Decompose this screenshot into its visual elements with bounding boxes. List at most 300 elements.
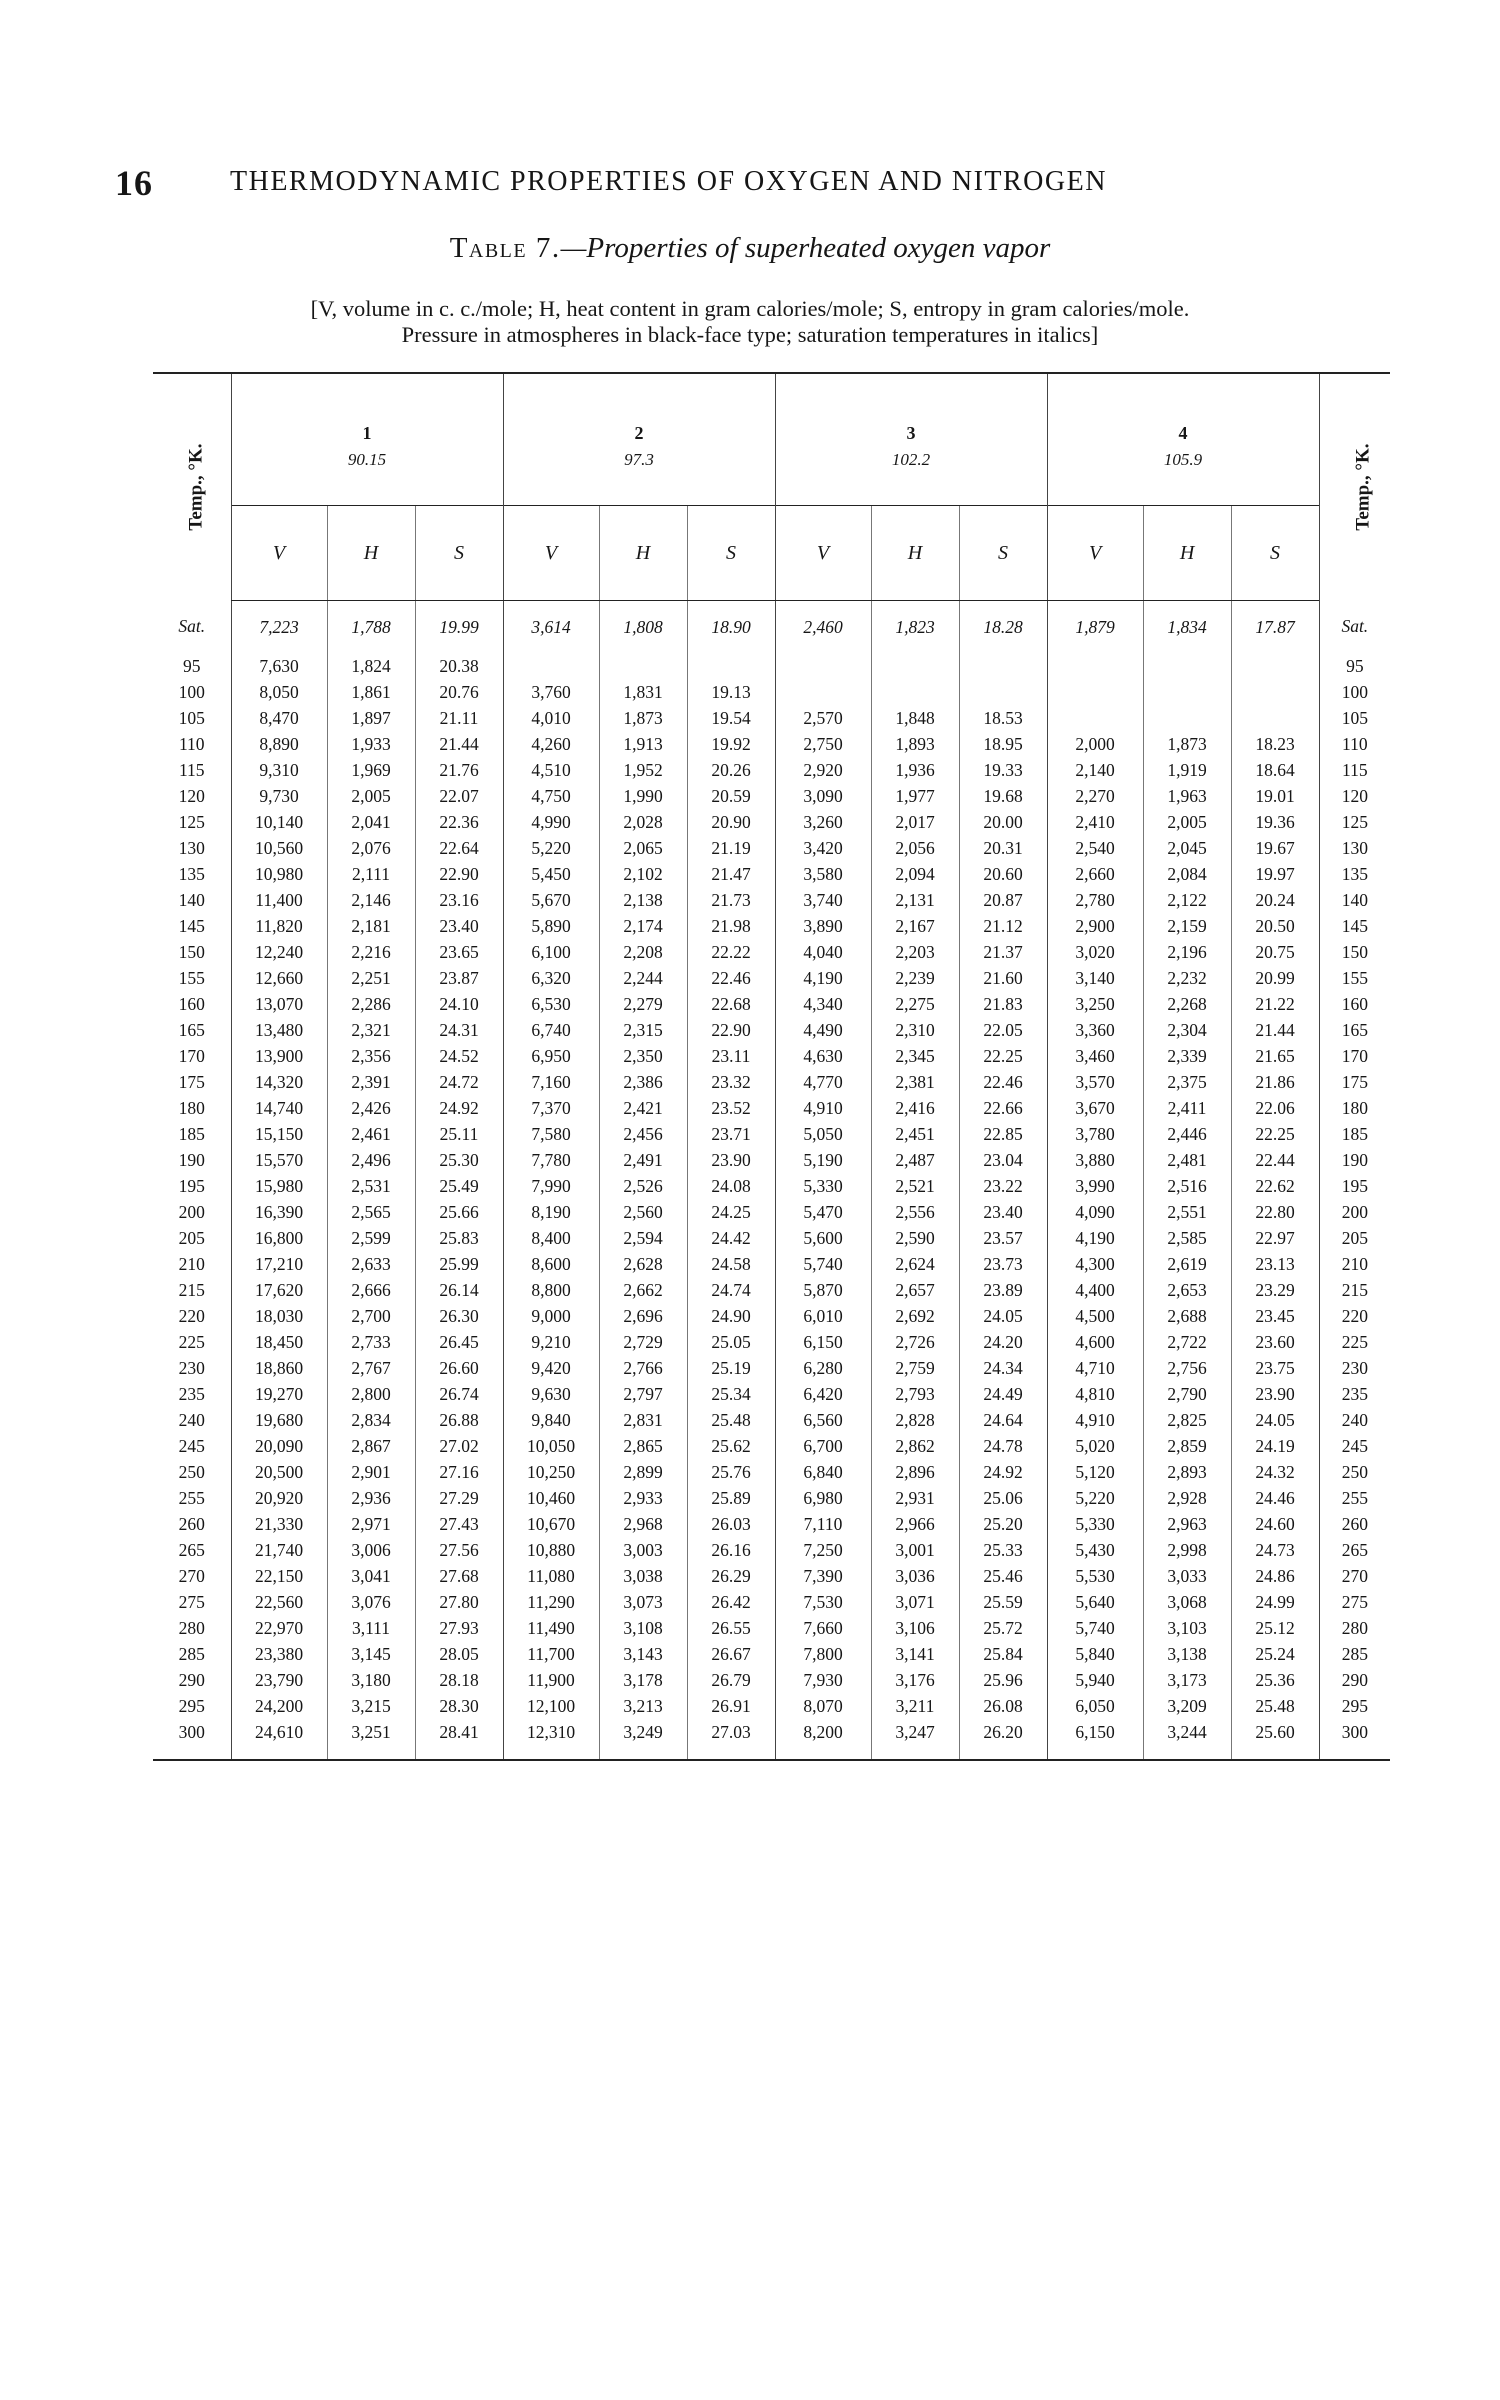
value-cell: 6,560 [775,1407,871,1433]
value-cell: 20.24 [1231,887,1319,913]
temp-cell: 125 [1319,809,1390,835]
table-row [153,1719,1390,1760]
temp-cell: 135 [1319,861,1390,887]
value-cell: 2,041 [327,809,415,835]
temp-cell: 135 [178,864,205,884]
value-cell: 25.30 [415,1147,503,1173]
value-cell: 2,936 [327,1485,415,1511]
value-cell: 2,416 [871,1095,959,1121]
temp-cell: 165 [1319,1017,1390,1043]
value-cell: 2,045 [1143,835,1231,861]
value-cell: 2,766 [599,1355,687,1381]
value-cell: 26.55 [687,1615,775,1641]
value-cell: 3,211 [871,1693,959,1719]
value-cell: 5,740 [1047,1615,1143,1641]
value-cell: 2,268 [1143,991,1231,1017]
value-cell: 2,345 [871,1043,959,1069]
value-cell: 10,670 [503,1511,599,1537]
value-cell: 3,180 [327,1667,415,1693]
table-row [153,1511,1390,1537]
value-cell: 24.05 [959,1303,1047,1329]
value-cell: 3,580 [775,861,871,887]
value-cell: 27.02 [415,1433,503,1459]
value-cell: 25.33 [959,1537,1047,1563]
temp-cell: 225 [1319,1329,1390,1355]
value-cell: 23.04 [959,1147,1047,1173]
value-cell: 17,210 [231,1251,327,1277]
value-cell: 27.29 [415,1485,503,1511]
value-cell: 22.80 [1231,1199,1319,1225]
table-row [153,1173,1390,1199]
value-cell: 8,400 [503,1225,599,1251]
value-cell: 2,920 [775,757,871,783]
value-cell: 3,103 [1143,1615,1231,1641]
value-cell: 4,260 [503,731,599,757]
value-cell: 2,094 [871,861,959,887]
temp-cell: 170 [178,1046,205,1066]
temp-cell: 285 [178,1644,205,1664]
value-cell: 3,090 [775,783,871,809]
value-cell: 18.64 [1231,757,1319,783]
value-cell: 2,140 [1047,757,1143,783]
table-row [153,731,1390,757]
temp-cell: 140 [178,890,205,910]
value-cell: 2,017 [871,809,959,835]
temp-cell: 100 [178,682,205,702]
value-cell [959,679,1047,705]
value-cell: 2,174 [599,913,687,939]
value-cell: 5,220 [503,835,599,861]
saturation-row [153,601,1390,654]
value-cell: 23.16 [415,887,503,913]
temp-cell: 290 [1319,1667,1390,1693]
value-cell: 3,173 [1143,1667,1231,1693]
value-cell: 2,551 [1143,1199,1231,1225]
value-cell [959,653,1047,679]
value-cell: 5,020 [1047,1433,1143,1459]
temp-cell: 155 [178,968,205,988]
temp-cell: 130 [178,838,205,858]
value-cell [1231,653,1319,679]
value-cell: 3,247 [871,1719,959,1760]
value-cell: 3,106 [871,1615,959,1641]
temp-cell: 160 [178,994,205,1014]
value-cell: 26.79 [687,1667,775,1693]
value-cell: 24.90 [687,1303,775,1329]
value-cell: 13,480 [231,1017,327,1043]
value-cell: 21.11 [415,705,503,731]
value-cell: 6,150 [775,1329,871,1355]
value-cell: 24.05 [1231,1407,1319,1433]
value-cell: 17.87 [1231,601,1319,654]
temp-cell: 270 [178,1566,205,1586]
value-cell: 3,006 [327,1537,415,1563]
value-cell: 19.99 [415,601,503,654]
value-cell: 2,780 [1047,887,1143,913]
value-cell [687,653,775,679]
value-cell: 25.49 [415,1173,503,1199]
table-caption: —Properties of superheated oxygen vapor [560,232,1051,264]
value-cell: 2,660 [1047,861,1143,887]
table-row [153,991,1390,1017]
value-cell: 24,610 [231,1719,327,1760]
value-cell: 2,146 [327,887,415,913]
column-header-s: S [959,506,1047,601]
temp-cell: 265 [1319,1537,1390,1563]
value-cell: 2,859 [1143,1433,1231,1459]
value-cell: 13,900 [231,1043,327,1069]
value-cell: 3,038 [599,1563,687,1589]
value-cell: 2,893 [1143,1459,1231,1485]
temp-cell: 280 [178,1618,205,1638]
temp-cell: 140 [1319,887,1390,913]
table-note-line-2: Pressure in atmospheres in black-face type; saturation temperatures in italics] [401,322,1099,347]
value-cell: 18.53 [959,705,1047,731]
value-cell: 2,386 [599,1069,687,1095]
value-cell: 2,056 [871,835,959,861]
value-cell: 22.62 [1231,1173,1319,1199]
column-header-h: H [1143,506,1231,601]
value-cell: 2,275 [871,991,959,1017]
value-cell: 2,862 [871,1433,959,1459]
table-row [153,1069,1390,1095]
value-cell: 2,461 [327,1121,415,1147]
value-cell: 20.90 [687,809,775,835]
table-row [153,913,1390,939]
value-cell: 2,102 [599,861,687,887]
value-cell: 2,657 [871,1277,959,1303]
value-cell: 2,356 [327,1043,415,1069]
value-cell: 2,304 [1143,1017,1231,1043]
value-cell: 19.54 [687,705,775,731]
value-cell: 2,208 [599,939,687,965]
value-cell: 21.44 [415,731,503,757]
value-cell: 7,160 [503,1069,599,1095]
temp-cell: 295 [178,1696,205,1716]
table-row [153,861,1390,887]
value-cell: 20.87 [959,887,1047,913]
pressure-header: 2 [503,373,775,450]
value-cell: 3,176 [871,1667,959,1693]
value-cell: 3,143 [599,1641,687,1667]
value-cell: 8,050 [231,679,327,705]
table-row [153,887,1390,913]
value-cell: 8,190 [503,1199,599,1225]
value-cell: 6,280 [775,1355,871,1381]
value-cell: 22.07 [415,783,503,809]
value-cell: 3,215 [327,1693,415,1719]
temp-label: Temp., °K. [1352,443,1374,531]
value-cell: 4,600 [1047,1329,1143,1355]
table-row [153,653,1390,679]
value-cell: 6,150 [1047,1719,1143,1760]
value-cell: 10,250 [503,1459,599,1485]
page-header [115,162,1315,208]
value-cell: 11,900 [503,1667,599,1693]
value-cell: 26.42 [687,1589,775,1615]
value-cell: 7,580 [503,1121,599,1147]
value-cell: 25.48 [1231,1693,1319,1719]
value-cell [871,653,959,679]
value-cell: 2,865 [599,1433,687,1459]
value-cell: 1,893 [871,731,959,757]
value-cell: 25.89 [687,1485,775,1511]
value-cell: 22.46 [959,1069,1047,1095]
table-row [153,1095,1390,1121]
value-cell: 2,279 [599,991,687,1017]
value-cell: 5,330 [1047,1511,1143,1537]
value-cell: 23.57 [959,1225,1047,1251]
temp-cell: 230 [178,1358,205,1378]
temp-cell: 245 [1319,1433,1390,1459]
value-cell: 25.84 [959,1641,1047,1667]
value-cell: 23.71 [687,1121,775,1147]
value-cell: 5,870 [775,1277,871,1303]
value-cell: 2,496 [327,1147,415,1173]
value-cell: 26.88 [415,1407,503,1433]
value-cell: 7,660 [775,1615,871,1641]
value-cell: 2,411 [1143,1095,1231,1121]
value-cell: 25.19 [687,1355,775,1381]
temp-cell: 115 [1319,757,1390,783]
value-cell: 5,840 [1047,1641,1143,1667]
value-cell: 9,310 [231,757,327,783]
value-cell: 26.14 [415,1277,503,1303]
value-cell: 2,899 [599,1459,687,1485]
value-cell: 24.34 [959,1355,1047,1381]
value-cell: 18.28 [959,601,1047,654]
value-cell: 21.65 [1231,1043,1319,1069]
value-cell: 4,300 [1047,1251,1143,1277]
temp-cell: 200 [1319,1199,1390,1225]
table-row [153,1277,1390,1303]
table-row [153,939,1390,965]
value-cell: 2,381 [871,1069,959,1095]
value-cell: 2,700 [327,1303,415,1329]
value-cell: 3,036 [871,1563,959,1589]
value-cell: 10,880 [503,1537,599,1563]
value-cell: 2,790 [1143,1381,1231,1407]
value-cell: 3,990 [1047,1173,1143,1199]
table-row [153,1433,1390,1459]
value-cell: 2,521 [871,1173,959,1199]
value-cell: 1,936 [871,757,959,783]
value-cell: 2,756 [1143,1355,1231,1381]
temp-cell: 235 [178,1384,205,1404]
value-cell: 2,825 [1143,1407,1231,1433]
table-row [153,1043,1390,1069]
value-cell: 8,600 [503,1251,599,1277]
value-cell: 3,260 [775,809,871,835]
value-cell: 2,451 [871,1121,959,1147]
value-cell: 2,590 [871,1225,959,1251]
value-cell: 9,730 [231,783,327,809]
value-cell: 21.83 [959,991,1047,1017]
value-cell: 1,861 [327,679,415,705]
running-title: THERMODYNAMIC PROPERTIES OF OXYGEN AND NITROGEN [230,166,1107,197]
table-row [153,1563,1390,1589]
value-cell: 11,400 [231,887,327,913]
value-cell: 22.44 [1231,1147,1319,1173]
value-cell: 5,670 [503,887,599,913]
value-cell: 16,390 [231,1199,327,1225]
value-cell: 2,270 [1047,783,1143,809]
temp-cell: 240 [1319,1407,1390,1433]
value-cell: 18.23 [1231,731,1319,757]
value-cell: 22.85 [959,1121,1047,1147]
saturation-temp-header: 90.15 [231,450,503,506]
table-row [153,1329,1390,1355]
value-cell: 3,108 [599,1615,687,1641]
temp-cell: 300 [1319,1719,1390,1760]
saturation-temp-header: 97.3 [503,450,775,506]
value-cell: 1,873 [599,705,687,731]
value-cell: 25.96 [959,1667,1047,1693]
table-row [153,1017,1390,1043]
value-cell: 2,666 [327,1277,415,1303]
value-cell: 23.65 [415,939,503,965]
value-cell: 7,630 [231,653,327,679]
value-cell: 20,090 [231,1433,327,1459]
value-cell: 26.30 [415,1303,503,1329]
value-cell: 18,450 [231,1329,327,1355]
value-cell: 23,380 [231,1641,327,1667]
value-cell: 19.68 [959,783,1047,809]
table-row [153,783,1390,809]
value-cell: 1,808 [599,601,687,654]
temp-cell: 270 [1319,1563,1390,1589]
value-cell: 23.75 [1231,1355,1319,1381]
value-cell [1231,705,1319,731]
temp-cell: 275 [1319,1589,1390,1615]
value-cell: 2,968 [599,1511,687,1537]
value-cell: 2,585 [1143,1225,1231,1251]
value-cell: 6,320 [503,965,599,991]
value-cell: 2,619 [1143,1251,1231,1277]
value-cell: 1,913 [599,731,687,757]
value-cell: 20.60 [959,861,1047,887]
value-cell: 2,244 [599,965,687,991]
value-cell: 6,840 [775,1459,871,1485]
value-cell: 4,990 [503,809,599,835]
value-cell: 24,200 [231,1693,327,1719]
value-cell: 19.97 [1231,861,1319,887]
value-cell: 2,688 [1143,1303,1231,1329]
value-cell: 8,800 [503,1277,599,1303]
value-cell: 7,110 [775,1511,871,1537]
value-cell: 2,391 [327,1069,415,1095]
value-cell: 26.29 [687,1563,775,1589]
value-cell [599,653,687,679]
table-row [153,1355,1390,1381]
value-cell: 1,823 [871,601,959,654]
temp-cell: 145 [1319,913,1390,939]
value-cell: 25.83 [415,1225,503,1251]
value-cell: 23.13 [1231,1251,1319,1277]
value-cell: 21.76 [415,757,503,783]
value-cell: 25.59 [959,1589,1047,1615]
value-cell: 8,200 [775,1719,871,1760]
temp-cell: 205 [178,1228,205,1248]
value-cell: 21,740 [231,1537,327,1563]
value-cell: 3,140 [1047,965,1143,991]
value-cell: 2,084 [1143,861,1231,887]
value-cell: 3,360 [1047,1017,1143,1043]
value-cell: 19,680 [231,1407,327,1433]
value-cell: 6,980 [775,1485,871,1511]
value-cell: 14,740 [231,1095,327,1121]
temp-cell: 225 [178,1332,205,1352]
value-cell: 3,020 [1047,939,1143,965]
value-cell: 5,050 [775,1121,871,1147]
value-cell: 1,824 [327,653,415,679]
value-cell: 3,001 [871,1537,959,1563]
value-cell: 4,010 [503,705,599,731]
value-cell: 19.92 [687,731,775,757]
value-cell: 1,831 [599,679,687,705]
column-header-v: V [775,506,871,601]
value-cell: 4,340 [775,991,871,1017]
value-cell: 6,700 [775,1433,871,1459]
temp-cell: 190 [178,1150,205,1170]
value-cell: 18.95 [959,731,1047,757]
value-cell: 28.30 [415,1693,503,1719]
value-cell: 20.38 [415,653,503,679]
value-cell: 28.41 [415,1719,503,1760]
temp-cell: 185 [1319,1121,1390,1147]
value-cell: 18.90 [687,601,775,654]
value-cell: 2,900 [1047,913,1143,939]
value-cell: 3,178 [599,1667,687,1693]
value-cell: 25.62 [687,1433,775,1459]
value-cell: 23,790 [231,1667,327,1693]
value-cell: 2,239 [871,965,959,991]
value-cell: 26.16 [687,1537,775,1563]
value-cell: 2,350 [599,1043,687,1069]
value-cell: 4,910 [1047,1407,1143,1433]
value-cell: 21.98 [687,913,775,939]
table-title [0,232,1500,265]
value-cell: 2,540 [1047,835,1143,861]
value-cell: 28.18 [415,1667,503,1693]
value-cell: 23.40 [959,1199,1047,1225]
temp-cell: 180 [178,1098,205,1118]
value-cell: 15,150 [231,1121,327,1147]
value-cell: 15,980 [231,1173,327,1199]
value-cell: 22.25 [1231,1121,1319,1147]
value-cell: 27.93 [415,1615,503,1641]
temp-cell: 120 [1319,783,1390,809]
value-cell: 22,560 [231,1589,327,1615]
value-cell: 2,131 [871,887,959,913]
value-cell: 22.90 [687,1017,775,1043]
value-cell: 12,100 [503,1693,599,1719]
value-cell: 3,041 [327,1563,415,1589]
value-cell: 7,780 [503,1147,599,1173]
value-cell: 23.90 [1231,1381,1319,1407]
value-cell [1047,679,1143,705]
table-row [153,757,1390,783]
value-cell: 2,797 [599,1381,687,1407]
value-cell: 6,100 [503,939,599,965]
value-cell: 2,767 [327,1355,415,1381]
table-row [153,835,1390,861]
value-cell: 2,203 [871,939,959,965]
value-cell: 4,090 [1047,1199,1143,1225]
value-cell: 6,420 [775,1381,871,1407]
value-cell: 17,620 [231,1277,327,1303]
value-cell: 3,138 [1143,1641,1231,1667]
